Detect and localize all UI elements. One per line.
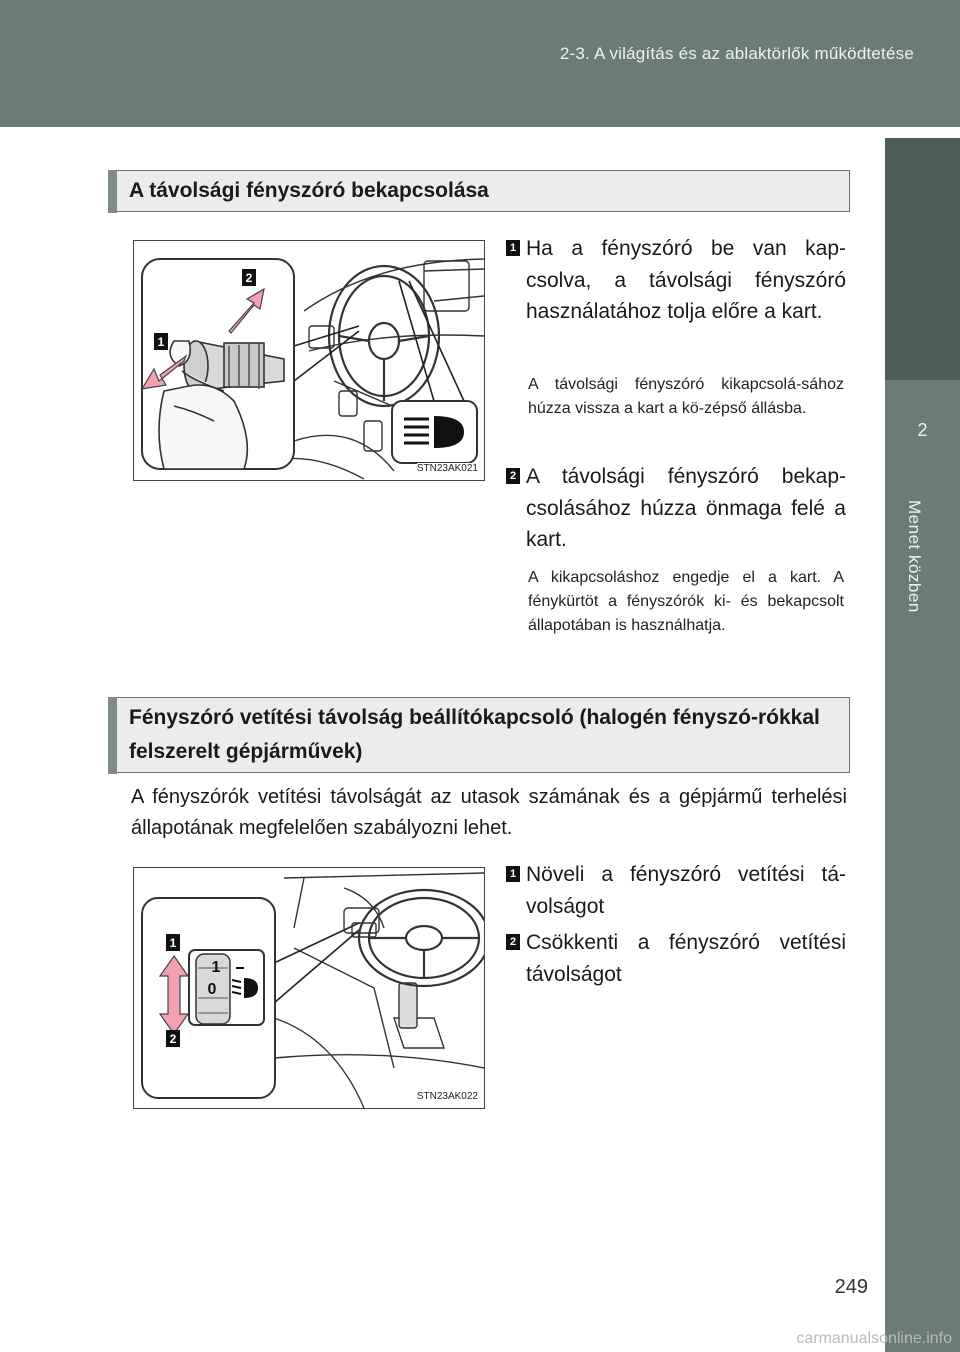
figure1-marker-1 bbox=[154, 333, 168, 350]
figure1-marker-2 bbox=[242, 269, 256, 286]
figure-high-beam-lever bbox=[133, 240, 485, 481]
svg-text:1: 1 bbox=[169, 936, 177, 950]
step-1-note: A távolsági fényszóró kikapcsolá-sához húzza vissza a kart a kö-zépső állásba. bbox=[528, 376, 844, 417]
chapter-tab-top bbox=[885, 138, 960, 384]
page-header-band bbox=[0, 0, 960, 127]
figure-leveling-switch bbox=[133, 867, 485, 1109]
chapter-label: Menet közben bbox=[905, 500, 924, 613]
step-text: Ha a fényszóró be van kap-csolva, a távolsági fényszóró használatához tolja előre a kart. bbox=[526, 237, 846, 323]
section1-heading: A távolsági fényszóró bekapcsolása bbox=[108, 170, 850, 212]
step-3 bbox=[506, 859, 846, 922]
step-marker: 1 bbox=[506, 866, 520, 882]
step-marker: 1 bbox=[506, 240, 520, 256]
step-4 bbox=[506, 927, 846, 990]
step-marker: 2 bbox=[506, 934, 520, 950]
high-beam-illustration bbox=[134, 241, 485, 481]
page-number: 249 bbox=[834, 1276, 868, 1298]
step-2-note: A kikapcsoláshoz engedje el a kart. A fénykürtöt a fényszórók ki- és bekapcsolt állapotában is használhatja. bbox=[528, 569, 844, 634]
figure-code: STN23AK021 bbox=[416, 463, 478, 474]
section-title: 2-3. A világítás és az ablaktörlők működtetése bbox=[559, 44, 914, 63]
high-beam-icon bbox=[392, 401, 477, 463]
step-text: A távolsági fényszóró bekap-csolásához húzza önmaga felé a kart. bbox=[526, 465, 846, 551]
section2-body: A fényszórók vetítési távolságát az utasok számának és a gépjármű terhelési állapotának megfelelően szabályozni lehet. bbox=[131, 786, 847, 839]
figure-code: STN23AK022 bbox=[416, 1091, 478, 1102]
step-1 bbox=[506, 233, 846, 328]
chapter-number: 2 bbox=[917, 420, 928, 440]
dial-label-0: 0 bbox=[207, 981, 217, 998]
svg-text:2: 2 bbox=[245, 271, 253, 285]
dial-label-1: 1 bbox=[211, 959, 221, 976]
section2-heading: Fényszóró vetítési távolság beállítókapcsoló (halogén fényszó-rókkal felszerelt gépjárművek) bbox=[108, 697, 850, 773]
figure2-marker-1 bbox=[166, 934, 180, 951]
leveling-illustration bbox=[134, 868, 485, 1109]
step-2 bbox=[506, 461, 846, 556]
step-text: Csökkenti a fényszóró vetítési távolságot bbox=[526, 931, 846, 986]
figure2-marker-2 bbox=[166, 1030, 180, 1047]
step-marker: 2 bbox=[506, 468, 520, 484]
watermark: carmanualsonline.info bbox=[796, 1330, 952, 1347]
svg-text:1: 1 bbox=[157, 335, 165, 349]
svg-text:2: 2 bbox=[169, 1032, 177, 1046]
step-text: Növeli a fényszóró vetítési tá-volságot bbox=[526, 863, 846, 918]
